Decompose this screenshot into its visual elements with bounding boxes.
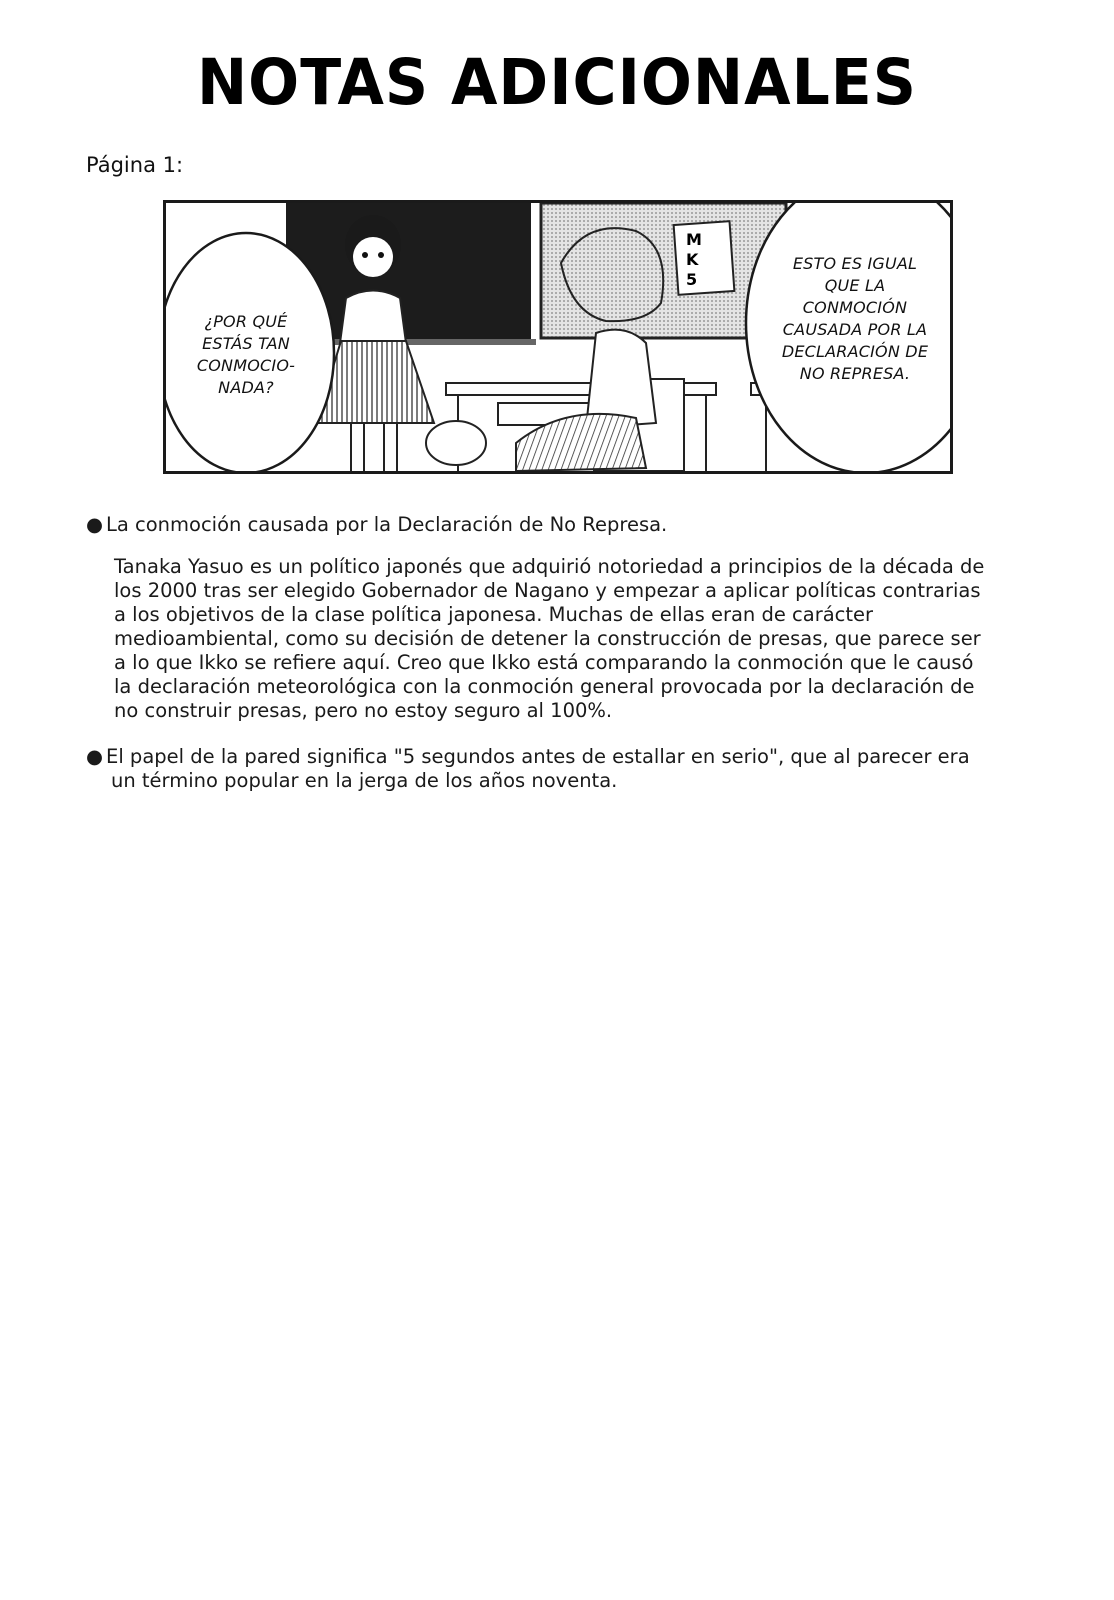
body-line: medioambiental, como su decisión de detener la construcción de presas, que parece ser [114,627,981,650]
body-line: a lo que Ikko se refiere aquí. Creo que Ikko está comparando la conmoción que le causó [114,651,974,674]
body-line: los 2000 tras ser elegido Gobernador de Nagano y empezar a aplicar políticas contrarias [114,579,981,602]
note-item-2-text: El papel de la pared significa "5 segundos antes de estallar en serio", que al parecer era [106,745,970,768]
note-item-1-heading [86,513,1026,537]
notes-section [86,513,1026,793]
note-heading-text: La conmoción causada por la Declaración de No Represa. [106,513,668,536]
note-item-1-body [86,555,1026,723]
speech-bubble-right-text: ESTO ES IGUAL QUE LA CONMOCIÓN CAUSADA POR LA DECLARACIÓN DE NO REPRESA. [781,254,929,383]
body-line: Tanaka Yasuo es un político japonés que adquirió notoriedad a principios de la década de [114,555,985,578]
bullet-icon: ● [86,513,104,536]
manga-panel [163,200,953,474]
note-item-2 [86,745,1026,769]
speech-bubble-left-text: ¿POR QUÉ ESTÁS TAN CONMOCIO- NADA? [196,312,296,397]
body-line: la declaración meteorológica con la conmoción general provocada por la declaración de [114,675,975,698]
body-line: no construir presas, pero no estoy seguro al 100%. [114,699,613,722]
page-label: Página 1: [86,153,184,177]
note-item-2-continuation: un término popular en la jerga de los años noventa. [111,769,618,792]
wall-note-number: 5 [686,270,698,289]
page-title: NOTAS ADICIONALES [196,46,918,120]
wall-note [674,221,735,295]
wall-note-letter-k: K [686,250,699,269]
wall-note-letter-m: M [686,230,702,249]
body-line: a los objetivos de la clase política japonesa. Muchas de ellas eran de carácter [114,603,874,626]
bullet-icon: ● [86,745,104,768]
